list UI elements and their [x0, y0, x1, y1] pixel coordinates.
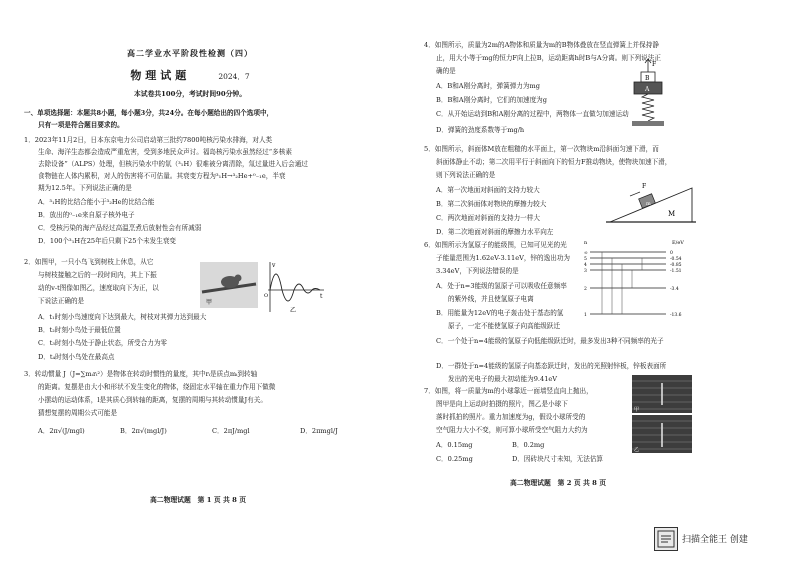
n-header: n [584, 240, 588, 246]
energy-level-n: 2 [584, 287, 587, 292]
q3-line: 猜想复摆的周期公式可能是 [38, 409, 118, 417]
q6-option-d: D．一群处于n=4能级的氢原子向基态跃迁时，发出的光照射锌板，锌板表面所 [436, 362, 667, 370]
q1-line: 生命、海洋生态都会造成严重危害，受到多地民众声讨。福岛核污染水虽然经过“多核素 [38, 148, 292, 156]
left-column [0, 0, 400, 520]
q6-option-a: A．处于n=3能级的氢原子可以吸收任意频率 [436, 282, 567, 290]
q7-line: 图甲是向上运动时拍摄的照片，图乙是小球下 [436, 400, 568, 408]
q7-line: 7．如图，将一质量为m的小球靠近一面墙竖直向上抛出， [424, 387, 593, 395]
camscanner-logo-icon [654, 527, 678, 551]
q6-option-c: C．一个处于n=4能级的氢原子向低能级跃迁时，最多发出3种不同频率的光子 [436, 337, 664, 345]
section1-heading-b: 只有一项是符合题目要求的。 [38, 121, 124, 129]
q2-line: 下说法正确的是 [38, 297, 85, 305]
block-a-label: A [645, 86, 650, 93]
q5-option-b: B．第二次斜面体对物块的摩擦力较大 [436, 200, 547, 208]
q3-line: 的距离。复摆是由大小和形状不发生变化的物体，绕固定水平轴在重力作用下做微 [38, 383, 276, 391]
q2-line: 动的v-t图像如图乙，速度取向下为正，以 [38, 284, 159, 292]
energy-level-value: -3.4 [670, 287, 679, 292]
q5-option-a: A．第一次地面对斜面的支持力较大 [436, 186, 540, 194]
q3-line: 小摆动的运动体系，l是其质心到转轴的距离，复摆的周期与其转动惯量J有关。 [38, 396, 267, 404]
q2-line: 2．如图甲，一只小鸟飞到树枝上休息，从它 [24, 258, 154, 266]
energy-level-diagram [582, 238, 694, 322]
q4-option-d: D．弹簧的劲度系数等于mg/h [436, 126, 525, 134]
q3-option-b: B．2π√(mgl/J) [120, 427, 167, 435]
q1-option-d: D．100个³₁H在25年后只剩下25个未发生衰变 [38, 237, 177, 245]
photo-label-yi: 乙 [634, 447, 640, 453]
q4-line: 确的是 [436, 67, 456, 75]
q3-option-d: D．2πmgl/J [300, 427, 338, 435]
q1-option-a: A．³₁H的比结合能小于³₂He的比结合能 [38, 198, 155, 206]
origin-label: O [264, 293, 269, 299]
q6-line: 子能量范围为1.62eV-3.11eV，锌的逸出功为 [436, 254, 571, 262]
photo-label-jia: 甲 [634, 407, 640, 413]
energy-level-n: 4 [584, 263, 587, 268]
q5-option-c: C．两次地面对斜面的支持力一样大 [436, 214, 540, 222]
q2-option-a: A．t₁时刻小鸟速度向下达到最大，树枝对其弹力达到最大 [38, 313, 207, 321]
q4-option-a: A．B和A刚分离时，弹簧弹力为mg [436, 82, 540, 90]
brick-wall-photo [632, 375, 692, 455]
q1-line: 食物链在人体内累积，对人的伤害将不可估量。其衰变方程为³₁H→³₂He+⁰₋₁e，半衰 [38, 172, 286, 180]
spring-blocks-figure [628, 58, 668, 130]
subject-title [0, 70, 380, 82]
q1-option-c: C．受核污染的海产品经过高温烹煮后放射性会有所减弱 [38, 224, 202, 232]
v-axis-label: v [272, 262, 276, 269]
exam-title: 高二学业水平阶段性检测（四） [127, 48, 253, 58]
footer-page-1: 高二物理试题 第 1 页 共 8 页 [150, 496, 247, 504]
exam-date: 2024．7 [218, 72, 250, 81]
q5-line: 则下列说法正确的是 [436, 171, 496, 179]
q1-option-b: B．放出的⁰₋₁e来自原子核外电子 [38, 211, 135, 219]
q4-line: 4．如图所示，质量为2m的A物体和质量为m的B物体叠放在竖直弹簧上并保持静 [424, 41, 659, 49]
e-header: E/eV [672, 240, 684, 246]
bird-on-branch-figure [200, 262, 258, 308]
energy-level-value: -1.51 [670, 269, 682, 274]
incline-m-label: M [668, 210, 676, 218]
q7-option-b: B．0.2mg [512, 441, 545, 449]
q2-option-b: B．t₂时刻小鸟处于最低位置 [38, 326, 121, 334]
exam-info: 本试卷共100分，考试时间90分钟。 [133, 90, 246, 98]
energy-level-value: -0.54 [670, 257, 682, 262]
block-m-label: m [646, 201, 651, 207]
energy-level-value: -0.85 [670, 263, 682, 268]
subject-name: 物理试题 [130, 69, 191, 82]
energy-level-value: -13.6 [670, 313, 682, 318]
force-label: F [652, 61, 657, 68]
footer-page-2: 高二物理试题 第 2 页 共 8 页 [510, 479, 607, 487]
q2-option-d: D．t₄时刻小鸟处在最高点 [38, 353, 115, 361]
q7-line: 落时抓拍的照片。重力加速度为g，假设小球所受的 [436, 413, 586, 421]
v-t-graph-figure [262, 260, 326, 314]
q7-option-a: A．0.15mg [436, 441, 473, 449]
q1-line: 1．2023年11月2日，日本东京电力公司启动第三批约7800吨核污染水排海，对人类 [24, 136, 273, 144]
block-b-label: B [645, 75, 650, 82]
q2-option-c: C．t₃时刻小鸟处于静止状态，所受合力为零 [38, 339, 168, 347]
section1-heading-a: 一、单项选择题：本题共8小题，每小题3分，共24分。在每小题给出的四个选项中， [24, 109, 274, 117]
q6-line: 3.34eV，下列说法错误的是 [436, 267, 519, 275]
q7-option-d: D．因砖块尺寸未知，无法估算 [512, 455, 604, 463]
energy-level-n: 3 [584, 269, 587, 274]
q3-option-a: A．2π√(J/mgl) [38, 427, 85, 435]
incline-figure [606, 176, 696, 228]
q6-option-d-cont: 发出的光电子的最大初动能为9.41eV [448, 375, 558, 383]
q6-line: 6．如图所示为氢原子的能级图，已知可见光的光 [424, 241, 567, 249]
q4-option-b: B．B和A刚分离时，它们的加速度为g [436, 96, 547, 104]
q3-line: 3．转动惯量 J（J=∑mᵢrᵢ²）是物体在转动时惯性的量度，其中rᵢ是质点mᵢ到转轴 [24, 370, 258, 378]
t-axis-label: t [320, 293, 323, 300]
q7-option-c: C．0.25mg [436, 455, 473, 463]
q5-option-d: D．第二次地面对斜面的摩擦力水平向左 [436, 228, 554, 236]
q5-line: 斜面体静止不动；第二次用平行于斜面向下的恒力F推动物块，使物块加速下滑， [436, 158, 672, 166]
right-column [406, 0, 794, 520]
energy-level-n: 5 [584, 257, 587, 262]
q4-line: 止，用大小等于mg的恒力F向上拉B，运动距离h时B与A分离。则下列说法正 [436, 54, 661, 62]
q1-line: 去除设备”（ALPS）处理，但核污染水中的氚（³₁H）很难被分离清除，氚过量进入后会通过 [38, 160, 308, 168]
q6-option-b-cont: 原子，一定不能使氢原子向高能级跃迁 [448, 322, 561, 330]
fig-label-yi: 乙 [290, 307, 297, 314]
fig-label-jia: 甲 [206, 299, 213, 306]
energy-level-n: 1 [584, 313, 587, 318]
q6-option-a-cont: 的紫外线，并且使氢原子电离 [448, 295, 534, 303]
q6-option-b: B．用能量为12eV的电子轰击处于基态的氢 [436, 309, 564, 317]
q5-line: 5．如图所示，斜面体M放在粗糙的水平面上，第一次物块m沿斜面匀速下滑，而 [424, 145, 659, 153]
q1-line: 期为12.5年。下列说法正确的是 [38, 184, 132, 192]
q3-option-c: C．2πJ/mgl [212, 427, 250, 435]
q7-line: 空气阻力大小不变，则可算小球所受空气阻力大约为 [436, 426, 588, 434]
q2-line: 与树枝接触之后的一段时间内，其上下振 [38, 271, 157, 279]
camscanner-watermark: 扫描全能王 创建 [682, 535, 748, 545]
q4-option-c: C．从开始运动到B和A刚分离的过程中，两物体一直做匀加速运动 [436, 110, 629, 118]
energy-level-n: ∞ [584, 251, 588, 256]
energy-level-value: 0 [670, 251, 673, 256]
force-f-label: F [642, 183, 647, 190]
